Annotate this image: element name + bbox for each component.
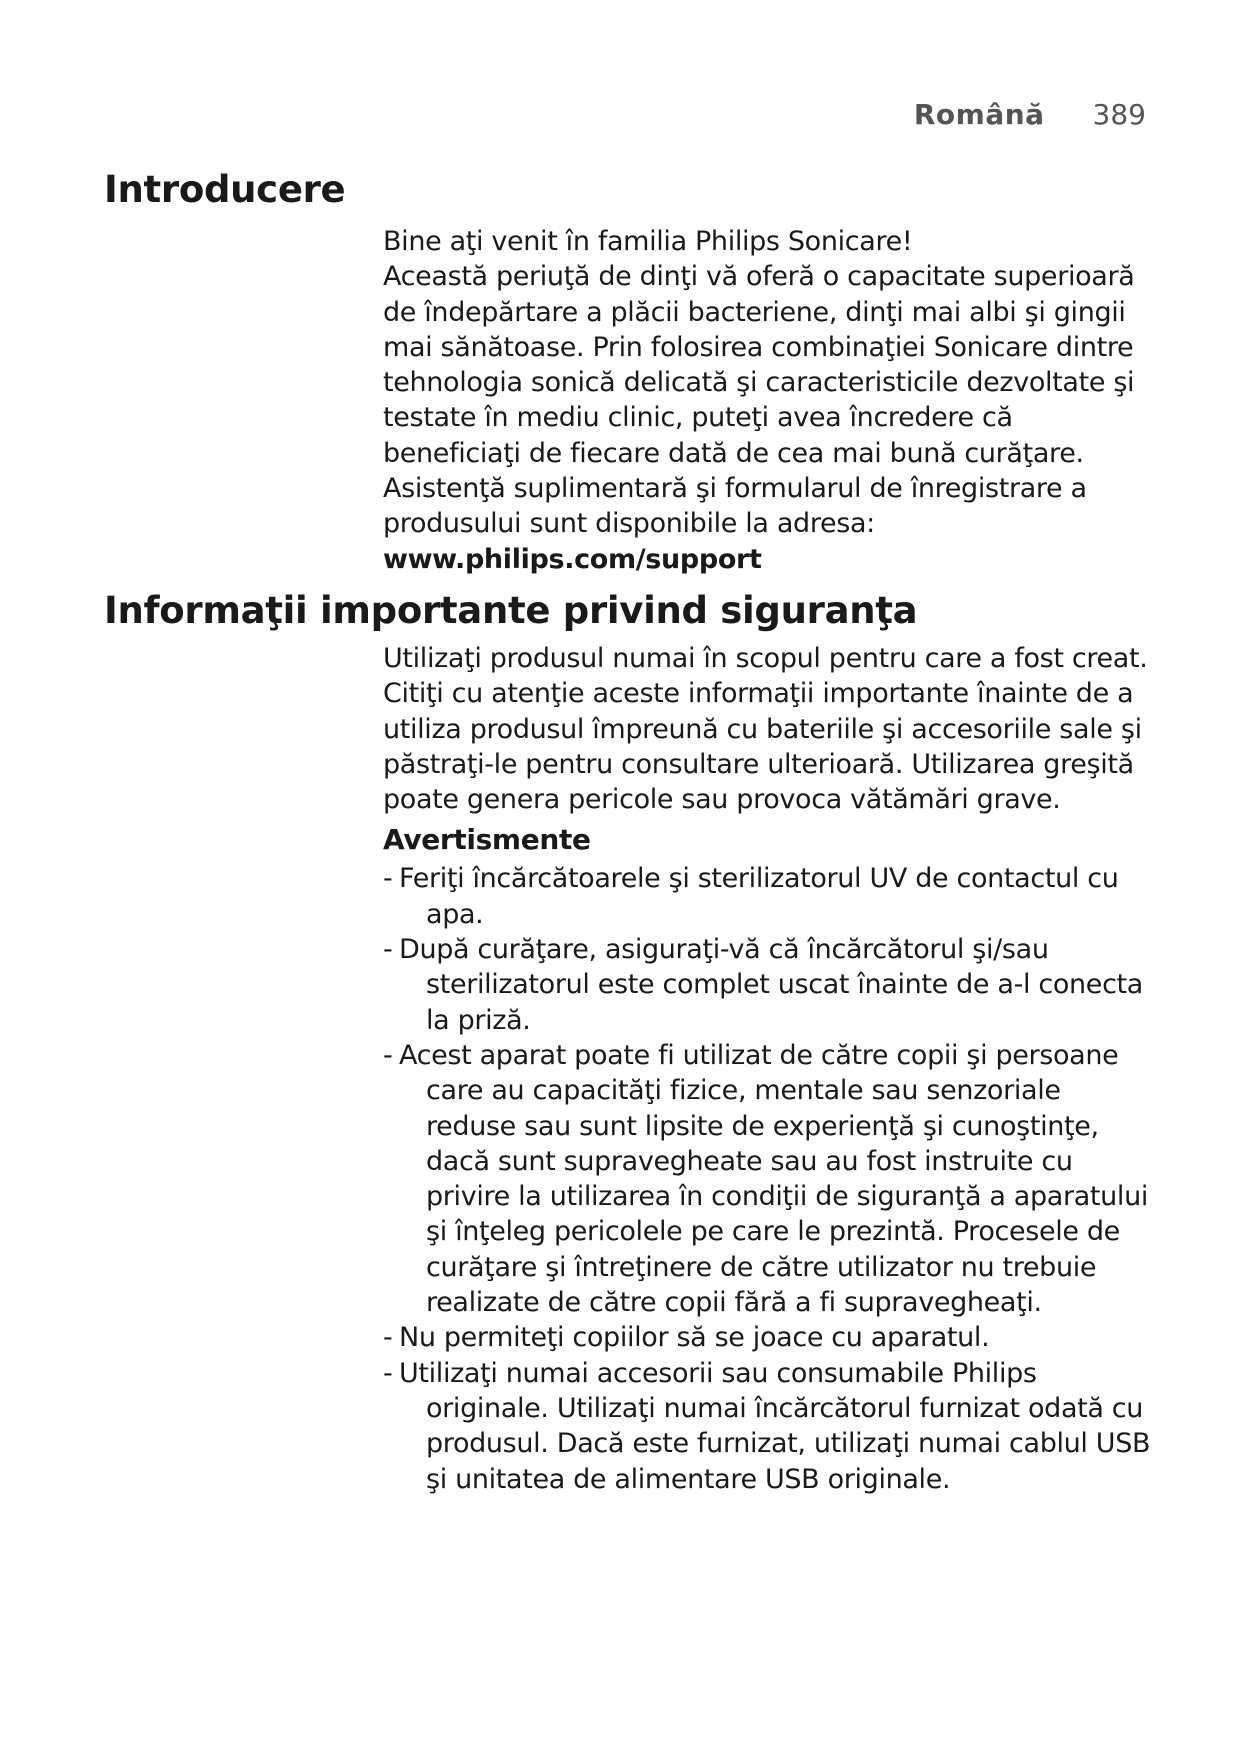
warning-text: Nu permiteţi copiilor să se joace cu aparatul. [399, 1322, 990, 1354]
language-label: Română [913, 98, 1045, 131]
list-dash: - [383, 1322, 393, 1354]
warning-text: Feriţi încărcătoarele şi sterilizatorul UV de contactul cu apa. [399, 863, 1119, 930]
warnings-list [383, 861, 1153, 1496]
warning-text: Acest aparat poate fi utilizat de către copii şi persoane care au capacităţi fizice, mentale sau senzoriale reduse sau sunt lipsite de experienţă şi cunoştinţe, dacă sunt supravegheate sau au fost instruite cu privire la utilizarea în condiţii de siguranţă a aparatului şi înţeleg pericolele pe care le prezintă. Procesele de curăţare şi întreţinere de către utilizator nu trebuie realizate de către copii fără a fi supravegheaţi. [399, 1039, 1148, 1319]
intro-paragraph-description: Această periuţă de dinţi vă oferă o capacitate superioară de îndepărtare a plăcii bacteriene, dinţi mai albi şi gingii mai sănătoase. Prin folosirea combinaţiei Sonicare dintre tehnologia sonică delicată şi caracteristicile dezvoltate şi testate în mediu clinic, puteţi avea încredere că beneficiaţi de fiecare dată de cea mai bună curăţare. [383, 261, 1135, 469]
warning-item [383, 1038, 1153, 1320]
intro-paragraph-support: Asistenţă suplimentară şi formularul de înregistrare a produsului sunt disponibile la adresa: [383, 473, 1087, 540]
warning-text: După curăţare, asiguraţi-vă că încărcătorul şi/sau sterilizatorul este complet uscat înainte de a-l conecta la priză. [399, 934, 1143, 1036]
warning-item [383, 1356, 1153, 1497]
intro-paragraph-welcome: Bine aţi venit în familia Philips Sonicare! [383, 226, 913, 257]
safety-body [383, 641, 1153, 1497]
warning-item [383, 932, 1153, 1038]
warnings-heading: Avertismente [383, 823, 591, 857]
list-dash: - [383, 1039, 393, 1071]
safety-title: Informaţii importante privind siguranţa [104, 589, 918, 632]
introduction-body [383, 224, 1153, 577]
safety-paragraph: Utilizaţi produsul numai în scopul pentru care a fost creat. Citiţi cu atenţie aceste informaţii importante înainte de a utiliza produsul împreună cu bateriile şi accesoriile sale şi păstraţi-le pentru consultare ulterioară. Utilizarea greşită poate genera pericole sau provoca vătămări grave. [383, 643, 1148, 816]
warning-item [383, 861, 1153, 932]
support-link[interactable]: www.philips.com/support [383, 543, 762, 575]
warning-text: Utilizaţi numai accesorii sau consumabile Philips originale. Utilizaţi numai încărcătorul furnizat odată cu produsul. Dacă este furnizat, utilizaţi numai cablul USB şi unitatea de alimentare USB originale. [399, 1357, 1151, 1495]
list-dash: - [383, 863, 393, 895]
list-dash: - [383, 1357, 393, 1389]
list-dash: - [383, 934, 393, 966]
page-number: 389 [1092, 98, 1146, 131]
page-header [914, 98, 1146, 131]
warning-item [383, 1320, 1153, 1355]
introduction-title: Introducere [104, 168, 346, 211]
